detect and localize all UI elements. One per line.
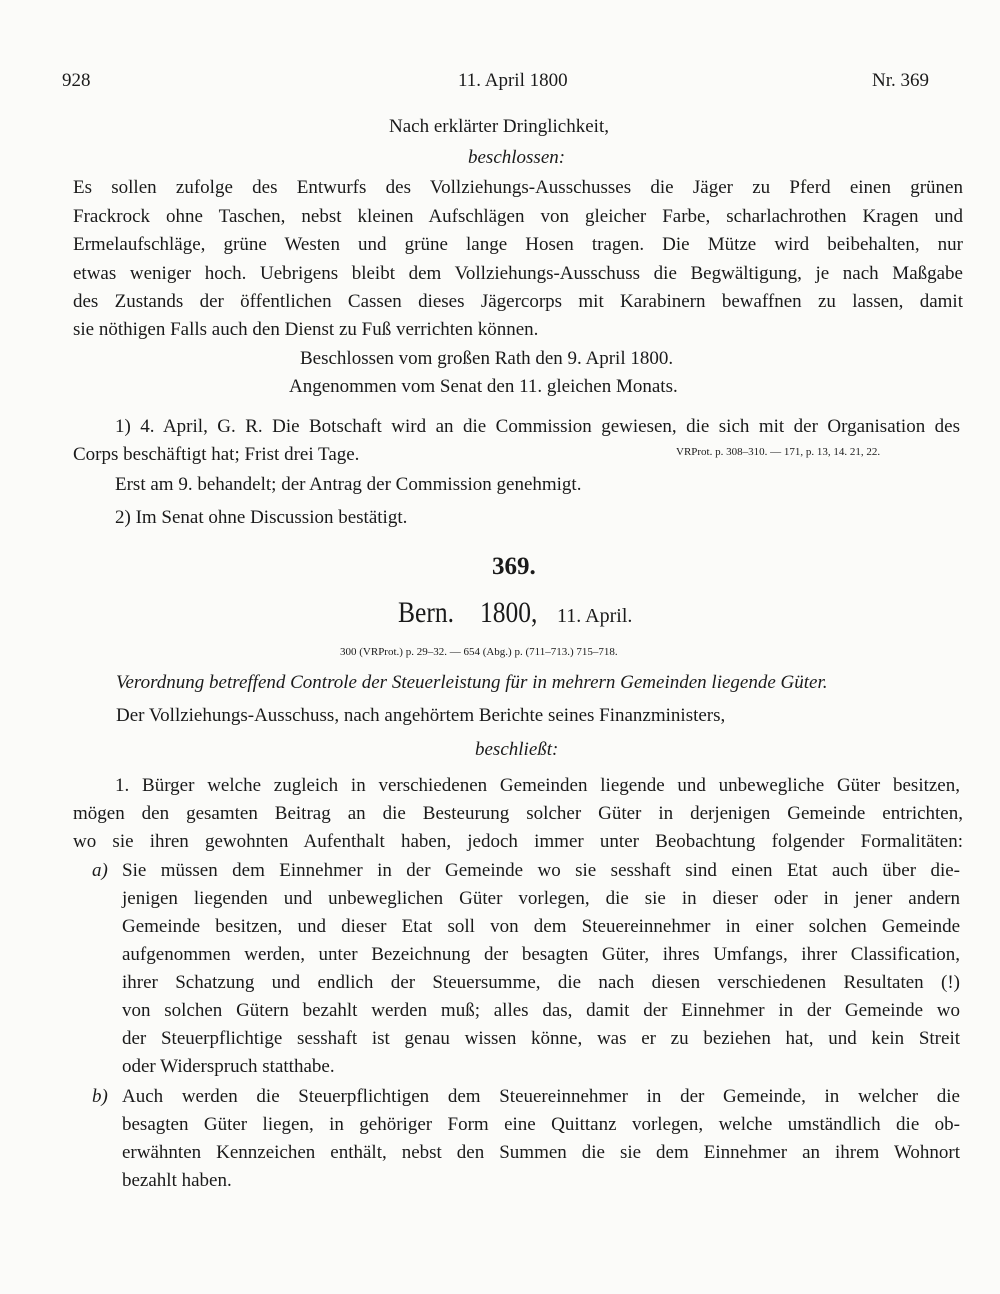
article-line: 1. Bürger welche zugleich in verschiedenen Gemeinden liegende und unbewegliche Güter besitzen, (115, 775, 960, 796)
resolved-heading: beschlossen: (468, 147, 566, 168)
item-b-line: besagten Güter liegen, in gehöriger Form eine Quittanz vorlegen, welche umständlich die ob- (122, 1114, 960, 1135)
item-a-line: Gemeinde besitzen, und dieser Etat soll von dem Steuereinnehmer in einer solchen Gemeinde (122, 916, 960, 937)
article-line: mögen den gesamten Beitrag an die Besteurung solcher Güter in derjenigen Gemeinde entrichten, (73, 803, 963, 824)
act-place: Bern. (398, 596, 454, 629)
item-a-line: der Steuerpflichtige sesshaft ist genau wissen könne, was er zu beziehen hat, und kein Streit (122, 1028, 960, 1049)
paragraph-line: etwas weniger hoch. Uebrigens bleibt dem Vollziehungs-Ausschuss die Begwältigung, je nach Maßgabe (73, 263, 963, 284)
act-intro: Der Vollziehungs-Ausschuss, nach angehörtem Berichte seines Finanzministers, (116, 705, 726, 726)
item-a-line: Sie müssen dem Einnehmer in der Gemeinde wo sie sesshaft sind einen Etat auch über die- (122, 860, 960, 881)
paragraph-line: Ermelaufschläge, grüne Westen und grüne lange Hosen tragen. Die Mütze wird beibehalten, nur (73, 234, 963, 255)
item-b-label: b) (92, 1086, 108, 1107)
paragraph-line: des Zustands der öffentlichen Cassen dieses Jägercorps mit Karabinern bewaffnen zu lassen, damit (73, 291, 963, 312)
footnote-1-line: 1) 4. April, G. R. Die Botschaft wird an die Commission gewiesen, die sich mit der Organisation des (115, 416, 960, 437)
item-b-line: bezahlt haben. (122, 1170, 232, 1191)
item-a-line: aufgenommen werden, unter Bezeichnung der besagten Güter, ihres Umfangs, ihrer Classification, (122, 944, 960, 965)
item-b-line: erwähnten Kennzeichen enthält, nebst den Summen die sie dem Einnehmer an ihrem Wohnort (122, 1142, 960, 1163)
act-title: Verordnung betreffend Controle der Steuerleistung für in mehrern Gemeinden liegende Güter. (116, 672, 828, 693)
footnote-reference: VRProt. p. 308–310. — 171, p. 13, 14. 21, 22. (676, 446, 881, 458)
accepted-by-senate: Angenommen vom Senat den 11. gleichen Monats. (289, 376, 678, 397)
act-date: 11. April. (557, 605, 633, 627)
resolved-by-council: Beschlossen vom großen Rath den 9. April 1800. (300, 348, 674, 369)
act-year: 1800, (480, 596, 538, 629)
footnote-2: 2) Im Senat ohne Discussion bestätigt. (115, 507, 408, 528)
item-a-label: a) (92, 860, 108, 881)
article-line: wo sie ihren gewohnten Aufenthalt haben, jedoch immer unter Beobachtung folgender Formalitäten: (73, 831, 963, 852)
item-a-line: oder Widerspruch statthabe. (122, 1056, 335, 1077)
act-number: 369. (492, 553, 536, 580)
act-sources: 300 (VRProt.) p. 29–32. — 654 (Abg.) p. (711–713.) 715–718. (340, 646, 618, 658)
footnote-1-line: Erst am 9. behandelt; der Antrag der Commission genehmigt. (115, 474, 582, 495)
item-a-line: ihrer Schatzung und endlich der Steuersumme, die nach diesen verschiedenen Resultaten (!) (122, 972, 960, 993)
paragraph-line: sie nöthigen Falls auch den Dienst zu Fuß verrichten können. (73, 319, 539, 340)
footnote-1-line: Corps beschäftigt hat; Frist drei Tage. (73, 444, 360, 465)
item-b-line: Auch werden die Steuerpflichtigen dem Steuereinnehmer in der Gemeinde, in welcher die (122, 1086, 960, 1107)
header-doc-number: Nr. 369 (872, 70, 929, 91)
page-number: 928 (62, 70, 91, 91)
item-a-line: jenigen liegenden und unbeweglichen Güter vorlegen, die sie in dieser oder in jener andern (122, 888, 960, 909)
header-date: 11. April 1800 (458, 70, 568, 91)
paragraph-line: Es sollen zufolge des Entwurfs des Vollziehungs-Ausschusses die Jäger zu Pferd einen grünen (73, 177, 963, 198)
decrees-heading: beschließt: (475, 739, 559, 760)
item-a-line: von solchen Gütern bezahlt werden muß; alles das, damit der Einnehmer in der Gemeinde wo (122, 1000, 960, 1021)
paragraph-line: Frackrock ohne Taschen, nebst kleinen Aufschlägen von gleicher Farbe, scharlachrothen Kragen und (73, 206, 963, 227)
urgency-line: Nach erklärter Dringlichkeit, (389, 116, 609, 137)
